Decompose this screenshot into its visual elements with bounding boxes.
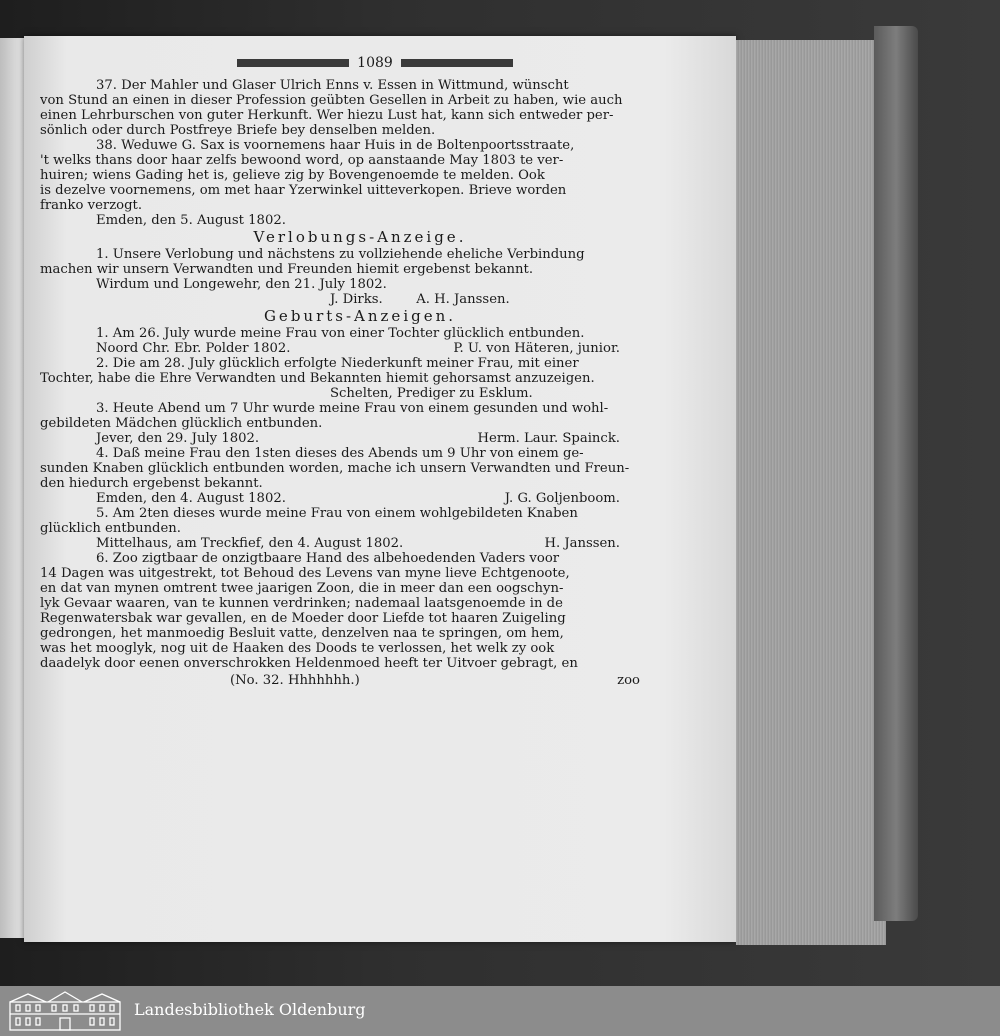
- paragraph: [40, 401, 680, 431]
- text-line: den hiedurch ergebenst bekannt.: [40, 476, 263, 491]
- text-line: franko verzogt.: [40, 198, 143, 213]
- section-heading: Verlobungs-Anzeige.: [253, 228, 467, 246]
- text-line: 1. Am 26. July wurde meine Frau von einer Tochter glücklich entbunden.: [96, 326, 585, 341]
- brand-name: Landesbibliothek Oldenburg: [134, 1000, 366, 1019]
- footer-bar: [0, 986, 1000, 1036]
- text-line: einen Lehrburschen von guter Herkunft. Wer hiezu Lust hat, kann sich entweder per-: [40, 108, 614, 123]
- text-line: Tochter, habe die Ehre Verwandten und Bekannten hiemit gehorsamst anzuzeigen.: [40, 371, 595, 386]
- text-line: 2. Die am 28. July glücklich erfolgte Niederkunft meiner Frau, mit einer: [96, 356, 579, 371]
- text-line: 't welks thans door haar zelfs bewoond word, op aanstaande May 1803 te ver-: [40, 153, 564, 168]
- section-heading: Geburts-Anzeigen.: [263, 307, 457, 325]
- text-line: 5. Am 2ten dieses wurde meine Frau von einem wohlgebildeten Knaben: [96, 506, 578, 521]
- paragraph: [40, 247, 680, 277]
- place-date: Jever, den 29. July 1802.: [96, 431, 260, 446]
- place-signature: [40, 491, 680, 506]
- left-page-edge: [0, 38, 24, 938]
- place-signature: [40, 341, 680, 356]
- paragraph: [40, 446, 680, 491]
- text-line: von Stund an einen in dieser Profession geübten Gesellen in Arbeit zu haben, wie auch: [40, 93, 623, 108]
- text-line: gedrongen, het manmoedig Besluit vatte, denzelven naa te springen, om hem,: [40, 626, 564, 641]
- paragraph: [40, 506, 680, 536]
- text-line: huiren; wiens Gading het is, gelieve zig by Bovengenoemde te melden. Ook: [40, 168, 545, 183]
- text-line: 4. Daß meine Frau den 1sten dieses des Abends um 9 Uhr von einem ge-: [96, 446, 584, 461]
- paragraph: [40, 551, 680, 671]
- catchword: zoo: [617, 673, 640, 688]
- place-date: Emden, den 4. August 1802.: [96, 491, 286, 506]
- paragraph: [40, 326, 680, 341]
- paragraph: [40, 356, 680, 386]
- header-rule-left: [237, 59, 349, 67]
- page-footer: [40, 673, 680, 688]
- footer-signature: (No. 32. Hhhhhhh.): [230, 673, 360, 688]
- text-line: en dat van mynen omtrent twee jaarigen Zoon, die in meer dan een oogschyn-: [40, 581, 564, 596]
- page-text: [40, 56, 680, 688]
- text-line: 6. Zoo zigtbaar de onzigtbaare Hand des albehoedenden Vaders voor: [96, 551, 560, 566]
- signature: Schelten, Prediger zu Esklum.: [330, 386, 533, 401]
- text-line: glücklich entbunden.: [40, 521, 181, 536]
- paragraph: [40, 78, 680, 138]
- place-date: Wirdum und Longewehr, den 21. July 1802.: [96, 277, 387, 292]
- library-building-icon: [8, 990, 122, 1032]
- place-signature: [40, 536, 680, 551]
- text-line: sunden Knaben glücklich entbunden worden, mache ich unsern Verwandten und Freun-: [40, 461, 630, 476]
- page-header: [70, 56, 680, 78]
- text-line: lyk Gevaar waaren, van te kunnen verdrinken; nademaal laatsgenoemde in de: [40, 596, 563, 611]
- paragraph: [40, 138, 680, 213]
- text-line: Regenwatersbak war gevallen, en de Moeder door Liefde tot haaren Zuigeling: [40, 611, 566, 626]
- entries: [40, 78, 680, 671]
- text-line: gebildeten Mädchen glücklich entbunden.: [40, 416, 323, 431]
- place-date: Noord Chr. Ebr. Polder 1802.: [96, 341, 291, 356]
- signature: H. Janssen.: [544, 536, 620, 551]
- place-date: Mittelhaus, am Treckfief, den 4. August 1802.: [96, 536, 404, 551]
- book-cover: [874, 26, 918, 921]
- signature: P. U. von Häteren, junior.: [453, 341, 620, 356]
- text-line: 37. Der Mahler und Glaser Ulrich Enns v. Essen in Wittmund, wünscht: [96, 78, 569, 93]
- text-line: was het mooglyk, nog uit de Haaken des Doods te verlossen, het welk zy ook: [40, 641, 555, 656]
- text-line: 1. Unsere Verlobung und nächstens zu vollziehende eheliche Verbindung: [96, 247, 585, 262]
- text-line: 3. Heute Abend um 7 Uhr wurde meine Frau von einem gesunden und wohl-: [96, 401, 609, 416]
- text-line: is dezelve voornemens, om met haar Yzerwinkel uitteverkopen. Brieve worden: [40, 183, 567, 198]
- page-number: 1089: [357, 55, 393, 71]
- signature: Herm. Laur. Spainck.: [477, 431, 620, 446]
- text-line: 38. Weduwe G. Sax is voornemens haar Huis in de Boltenpoortsstraate,: [96, 138, 575, 153]
- header-rule-right: [401, 59, 513, 67]
- signature: J. Dirks. A. H. Janssen.: [330, 292, 510, 307]
- place-signature: [40, 431, 680, 446]
- text-line: 14 Dagen was uitgestrekt, tot Behoud des Levens van myne lieve Echtgenoote,: [40, 566, 570, 581]
- place-date: Emden, den 5. August 1802.: [96, 213, 286, 228]
- text-line: machen wir unsern Verwandten und Freunden hiemit ergebenst bekannt.: [40, 262, 534, 277]
- text-line: sönlich oder durch Postfreye Briefe bey denselben melden.: [40, 123, 436, 138]
- text-line: daadelyk door eenen onverschrokken Heldenmoed heeft ter Uitvoer gebragt, en: [40, 656, 578, 671]
- signature: J. G. Goljenboom.: [504, 491, 620, 506]
- page-edges: [736, 40, 886, 945]
